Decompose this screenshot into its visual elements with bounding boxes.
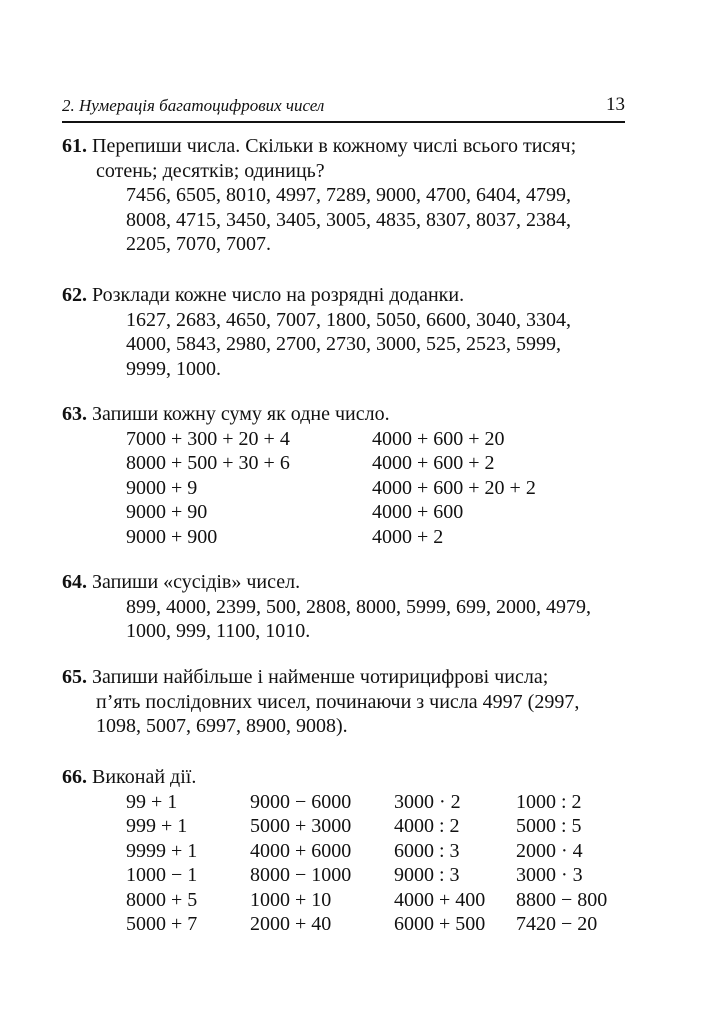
expression: 8000 − 1000 (250, 864, 352, 886)
expression: 2000 · 4 (516, 839, 583, 862)
exercise-63-task: Запиши кожну суму як одне число. (92, 403, 390, 425)
header-rule (62, 121, 625, 123)
expression: 1000 − 1 (126, 864, 198, 886)
expression: 3000 · 2 (394, 790, 461, 813)
expression: 999 + 1 (126, 815, 188, 837)
exercise-61-number: 61. (62, 135, 87, 157)
data-line: 899, 4000, 2399, 500, 2808, 8000, 5999, 699, 2000, 4979, (126, 595, 591, 618)
expression: 6000 + 500 (394, 913, 486, 935)
exercise-61-line1 (62, 134, 625, 159)
expression: 6000 : 3 (394, 839, 460, 862)
sum-expression: 4000 + 600 + 20 (372, 427, 505, 450)
exercise-63 (62, 402, 625, 549)
expression: 9000 : 3 (394, 864, 460, 886)
exercise-63-line1 (62, 402, 625, 427)
data-line: 8008, 4715, 3450, 3405, 3005, 4835, 8307, 8037, 2384, (126, 208, 571, 231)
exercise-63-number: 63. (62, 403, 87, 425)
expression: 8000 + 5 (126, 888, 198, 911)
exercise-66-line1 (62, 765, 625, 790)
running-header (62, 94, 625, 120)
expression: 5000 + 3000 (250, 815, 352, 837)
sum-expression: 4000 + 600 + 2 (372, 452, 495, 474)
expression: 5000 : 5 (516, 815, 582, 837)
exercise-64 (62, 570, 625, 644)
expression: 1000 + 10 (250, 888, 332, 911)
expression: 99 + 1 (126, 790, 178, 813)
sum-expression: 9000 + 90 (126, 501, 208, 523)
data-line: 7456, 6505, 8010, 4997, 7289, 9000, 4700, 6404, 4799, (126, 184, 571, 206)
exercise-62-number: 62. (62, 284, 87, 306)
sum-expression: 4000 + 600 (372, 501, 464, 523)
exercise-62-data (62, 308, 625, 382)
exercise-61 (62, 134, 625, 257)
expression: 4000 + 400 (394, 888, 486, 911)
exercise-61-data (62, 183, 625, 257)
exercise-65-number: 65. (62, 666, 87, 688)
exercise-66-expressions (62, 790, 625, 937)
exercise-62 (62, 283, 625, 381)
data-line: 1000, 999, 1100, 1010. (126, 620, 311, 642)
expression: 9000 − 6000 (250, 790, 352, 813)
sum-expression: 4000 + 2 (372, 525, 444, 548)
sum-expression: 9000 + 9 (126, 476, 198, 499)
exercise-66 (62, 765, 625, 937)
expression: 4000 : 2 (394, 815, 460, 837)
expression: 3000 · 3 (516, 864, 583, 886)
expression: 2000 + 40 (250, 913, 332, 935)
exercise-65-line1 (62, 665, 625, 690)
expression: 5000 + 7 (126, 913, 198, 935)
expression: 7420 − 20 (516, 913, 598, 935)
data-line: 9999, 1000. (126, 357, 221, 380)
expression: 1000 : 2 (516, 790, 582, 813)
exercise-64-number: 64. (62, 571, 87, 593)
data-line: 2205, 7070, 7007. (126, 233, 271, 255)
exercise-64-data (62, 595, 625, 644)
sum-expression: 9000 + 900 (126, 525, 218, 548)
exercise-61-line2: сотень; десятків; одиниць? (96, 159, 325, 182)
section-title: 2. Нумерація багатоцифрових чисел (62, 96, 325, 115)
expression: 9999 + 1 (126, 839, 198, 862)
exercise-63-sums (62, 427, 625, 550)
data-line: 1627, 2683, 4650, 7007, 1800, 5050, 6600, 3040, 3304, (126, 308, 571, 331)
exercise-66-number: 66. (62, 766, 87, 788)
exercise-62-line1 (62, 283, 625, 308)
data-line: 4000, 5843, 2980, 2700, 2730, 3000, 525, 2523, 5999, (126, 333, 561, 355)
exercise-65-line2: п’ять послідовних чисел, починаючи з числа 4997 (2997, (96, 690, 580, 713)
exercise-65 (62, 665, 625, 739)
sum-expression: 7000 + 300 + 20 + 4 (126, 427, 290, 450)
exercise-64-task: Запиши «сусідів» чисел. (92, 571, 301, 593)
expression: 4000 + 6000 (250, 839, 352, 862)
exercise-62-task: Розклади кожне число на розрядні доданки. (92, 284, 465, 306)
expression: 8800 − 800 (516, 888, 608, 911)
sum-expression: 4000 + 600 + 20 + 2 (372, 476, 536, 499)
exercise-66-task: Виконай дії. (92, 766, 197, 788)
exercise-65-line3: 1098, 5007, 6997, 8900, 9008). (96, 715, 348, 737)
sum-expression: 8000 + 500 + 30 + 6 (126, 452, 290, 474)
exercise-65-task: Запиши найбільше і найменше чотирицифрові числа; (92, 666, 549, 688)
page-number: 13 (606, 94, 625, 115)
exercise-61-task: Перепиши числа. Скільки в кожному числі всього тисяч; (92, 135, 577, 157)
exercise-64-line1 (62, 570, 625, 595)
